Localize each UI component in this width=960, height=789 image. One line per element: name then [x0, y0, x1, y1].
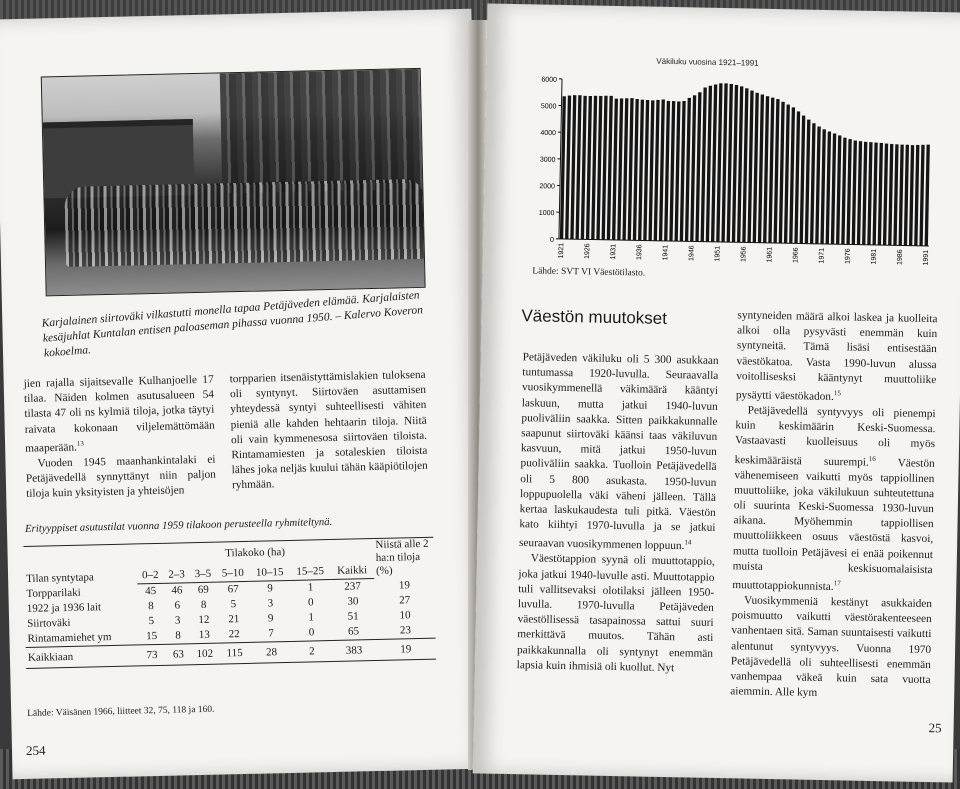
bar [732, 85, 738, 242]
bar [617, 98, 623, 240]
bar [695, 92, 701, 241]
left-text-column-1 [24, 373, 217, 503]
table-column-header: 3–5 [190, 566, 217, 583]
table-header-size: Tilakoko (ha) [136, 539, 373, 568]
table-cell: 0 [307, 596, 314, 609]
paragraph-text: Vuoden 1945 maanhankintalaki ei Petäjävedellä synnyttänyt niin paljon tiloja kuin yksityisten ja yhteisöjen [25, 453, 216, 501]
right-page [473, 3, 960, 782]
table-cell: 73 [139, 644, 166, 666]
left-page [0, 9, 489, 780]
bar [753, 93, 759, 243]
table-cell: 7 [268, 627, 274, 640]
y-tick-label: 4000 [540, 129, 557, 138]
bar [602, 96, 608, 240]
bar [763, 96, 769, 243]
bar [899, 145, 904, 246]
x-tick-label: 1966 [792, 247, 800, 264]
x-tick-label: 1976 [844, 248, 852, 265]
bar [836, 135, 841, 244]
right-text-column-1 [517, 350, 719, 677]
bar [779, 102, 785, 243]
bar [586, 96, 592, 240]
x-tick-label: 1956 [740, 246, 748, 263]
table-cell: 15 [146, 629, 158, 643]
table-cell: 19 [398, 578, 411, 592]
bar [659, 99, 665, 240]
table-cell: 5 [148, 615, 155, 628]
x-tick-label: 1926 [584, 243, 592, 260]
x-tick-label: 1946 [688, 245, 696, 262]
table-cell: 237 [344, 580, 361, 593]
bar [628, 98, 634, 240]
page-number-left: 254 [25, 742, 46, 758]
x-tick-label: 1931 [610, 243, 618, 260]
table-column-header: Kaikki [330, 562, 374, 579]
x-tick-label: 1961 [766, 246, 774, 263]
bar [747, 91, 753, 243]
x-tick-label: 1936 [636, 244, 644, 261]
table-cell: 9 [267, 612, 274, 625]
row-label: 1922 ja 1936 lait [26, 601, 102, 615]
bar [800, 116, 806, 244]
footnote-ref: 13 [76, 439, 84, 448]
bar [643, 100, 649, 241]
bar [706, 86, 712, 242]
bar [575, 95, 581, 239]
bar [904, 145, 909, 246]
table-header-origin: Tilan syntytapa [23, 544, 137, 586]
bar [857, 141, 862, 245]
bar [570, 95, 576, 239]
table-cell: 27 [399, 594, 411, 607]
table-cell: 3 [174, 614, 181, 627]
y-tick-label: 1000 [538, 209, 555, 218]
bar [878, 143, 883, 245]
bar [727, 84, 733, 242]
bar [664, 101, 670, 241]
x-tick-label: 1921 [558, 242, 566, 259]
table-caption: Erityyppiset asutustilat vuonna 1959 tilakoon perusteella ryhmiteltynä. [24, 515, 333, 535]
table-cell: 1 [308, 611, 315, 624]
table-cell: 9 [267, 582, 273, 595]
row-label: Rintamamiehet ym [27, 631, 112, 645]
bar [909, 145, 914, 246]
bar [815, 126, 821, 243]
table-cell: 23 [399, 624, 412, 637]
table-cell: 19 [376, 638, 436, 660]
bar [742, 88, 748, 242]
section-heading: Väestön muutokset [521, 306, 668, 328]
y-tick-label: 2000 [539, 183, 555, 191]
bar [810, 123, 816, 244]
table-column-header: 2–3 [163, 566, 190, 583]
bar [925, 145, 930, 246]
footnote-ref: 16 [868, 454, 876, 463]
chart-title: Väkiluku vuosina 1921–1991 [656, 56, 759, 68]
bar [633, 99, 639, 240]
bar [721, 83, 727, 242]
table-cell: 1 [307, 581, 314, 594]
table-cell: 10 [399, 609, 411, 622]
bar [701, 87, 707, 241]
footnote-ref: 17 [833, 579, 841, 588]
table-cell: 63 [165, 643, 192, 665]
bar [596, 96, 602, 240]
table-cell: 3 [267, 597, 274, 610]
table-cell: 46 [171, 584, 183, 597]
bar [919, 145, 924, 246]
paragraph-text: Vuosikymmeniä kestänyt asukkaiden poismuutto vaikutti väestörakenteeseen vanhentaen sitä. Saman suuntaisesti vaikutti alentunut syntyvyys. Vuonna 1970 Petäjävedellä oli suhteellisesti enemmän vanhempaa väkeä kuin sata vuotta aiemmin. Alle kym [730, 594, 933, 700]
right-text-column-2 [730, 308, 937, 703]
x-tick-label: 1981 [870, 248, 878, 265]
bar [805, 120, 811, 244]
row-label: Siirtoväki [27, 616, 71, 630]
paragraph-text: Väestön vähenemiseen vaikutti myös tappiollinen muuttoliike, joka väkilukuun suhteutettuna oli suurinta Keski-Suomessa 1930-luvun aikana. Myöhemmin tappiollisen muuttoliikkeen osuus väestöstä kasvoi, mutta tuolloin Petäjävesi ei enää poikennut muista keskisuomalaisista muuttotappiokunnista. [732, 456, 935, 593]
table-cell: 13 [198, 628, 210, 642]
table-cell: 30 [347, 595, 359, 608]
x-tick-label: 1991 [922, 249, 931, 266]
bar [794, 111, 800, 243]
bar [784, 105, 790, 244]
bar [680, 101, 686, 241]
bar [622, 98, 628, 240]
bar [768, 98, 774, 243]
bar [674, 101, 680, 241]
table-cell: 45 [145, 584, 157, 598]
table-cell: 67 [227, 583, 239, 596]
bar [826, 131, 831, 244]
table-cell: 21 [228, 613, 240, 626]
table-cell: 12 [198, 613, 210, 627]
bar [841, 138, 846, 245]
bar [846, 139, 851, 244]
page-number-right: 25 [928, 720, 942, 736]
bar [888, 144, 893, 245]
table-cell: 2 [291, 640, 332, 662]
row-label: Kaikkiaan [26, 644, 139, 668]
table-column-header: 0–2 [137, 567, 164, 584]
x-tick-label: 1986 [896, 249, 904, 266]
table-cell: 0 [308, 626, 315, 639]
paragraph-text: Väestötappion syynä oli muuttotappio, joka jatkui 1940-luvulle asti. Muuttotappio tuli vallitsevaksi olotilaksi jälleen 1950-luvulla. 1970-luvulla Petäjäveden väestöllisessä tasapainossa sattui suuri merkittävä muutos. Tähän asti paikkakunnalla oli syntynyt enemmän lapsia kuin ihmisiä oli kuollut. Nyt [516, 552, 715, 674]
table-cell: 5 [230, 598, 237, 611]
left-text-column-2 [230, 368, 429, 494]
y-tick-label: 0 [549, 236, 554, 244]
bar [711, 84, 717, 241]
bar [685, 98, 691, 242]
bar [872, 143, 877, 245]
table-column-header: 5–10 [216, 565, 250, 582]
table-column-header: 15–25 [290, 563, 331, 580]
bar [831, 133, 836, 244]
bar [648, 100, 654, 240]
table-cell: 115 [218, 642, 252, 664]
table-source: Lähde: Väisänen 1966, liitteet 32, 75, 118 ja 160. [27, 704, 215, 719]
bar [607, 96, 613, 240]
chart-source: Lähde: SVT VI Väestötilasto. [532, 266, 646, 279]
population-bar-chart [526, 64, 950, 272]
bar [867, 142, 872, 245]
group-photo [41, 68, 426, 297]
paragraph-text: torpparien itsenäistyttämislakien tuloksena oli syntynyt. Siirtoväen asuttamisen yhteydessä syntyi suhteellisesti vähiten pieniä alle kahden hehtaarin tiloja. Niitä oli vain kymmenesosa siirtoväen tiloista. Rintamamiesten ja sotaleskien tiloista lähes joka neljäs kuului tähän kääpiötilojen ryhmään. [229, 368, 428, 492]
bar [581, 96, 587, 240]
bar [654, 100, 660, 241]
bar [716, 83, 722, 242]
y-tick-label: 6000 [541, 76, 558, 84]
table-cell: 8 [200, 598, 207, 611]
x-tick-label: 1951 [714, 245, 722, 262]
bar [789, 107, 795, 243]
paragraph-text: jien rajalla sijaitsevalle Kulhanjoelle 17 tilaa. Näiden kolmen asutusalueen 54 tilasta 47 oli ns kylmiä tiloja, jotka täytyi raivata kokonaan viljelemättömään maaperään. [23, 373, 215, 455]
bar [893, 144, 898, 245]
table-cell: 6 [174, 599, 181, 612]
table-cell: 65 [347, 625, 360, 638]
table-cell: 22 [228, 628, 240, 641]
table-cell: 69 [197, 583, 209, 597]
table-cell: 102 [191, 643, 218, 665]
footnote-ref: 14 [684, 538, 692, 547]
bar [690, 95, 696, 241]
bar [883, 144, 888, 246]
table-header-share: Niistä alle 2 ha:n tiloja (%) [373, 537, 434, 578]
bar [852, 141, 857, 245]
bar [638, 100, 644, 241]
bar [565, 96, 571, 240]
table-cell: 28 [251, 641, 292, 663]
footnote-ref: 15 [833, 389, 841, 398]
bar [820, 129, 826, 244]
settlement-table [23, 537, 436, 669]
row-label: Torpparilaki [26, 586, 81, 600]
x-tick-label: 1971 [818, 247, 826, 264]
bar [737, 86, 743, 242]
paragraph-text: Petäjävedellä syntyvyys oli pienempi kuin keskimäärin Keski-Suomessa. Vastaavasti kuolleisuus oli myös keskimääräistä suurempi. [734, 404, 936, 469]
photo-caption: Karjalainen siirtoväki vilkastutti monella tapaa Petäjäveden elämää. Karjalaisten kesäjuhlat Kuntalan entisen paloaseman pihassa vuonna 1950. – Kalervo Koveron kokoelma. [41, 289, 424, 360]
table-cell: 8 [175, 629, 181, 642]
paragraph-text: Petäjäveden väkiluku oli 5 300 asukkaan tuntumassa 1920-luvulla. Seuraavalla vuosikymmenellä väkimäärä kääntyi laskuun, mutta jatkui 1940-luvun puoliväliin saakka. Sitten paikkakunnalle saapunut siirtoväki käänsi taas väkiluvun kasvuun, mitä jatkui 1950-luvun puoliväliin saakka. Tuolloin Petäjävedellä oli 5 800 asukasta. 1950-luvun loppupuolella väki väheni jälleen. Tällä kertaa laskukaudesta tuli pitkä. Väestön kato kiihtyi 1970-luvulla ja se jatkui seuraavan vuosikymmenen loppuun. [518, 351, 719, 553]
bar [914, 145, 919, 246]
table-column-header: 10–15 [249, 564, 290, 581]
bar [862, 142, 867, 245]
bar [612, 99, 618, 240]
x-tick-label: 1941 [662, 244, 670, 261]
bar [591, 96, 597, 240]
bar [669, 101, 675, 241]
table-cell: 51 [347, 610, 359, 623]
table-cell: 383 [332, 639, 376, 661]
y-tick-label: 5000 [540, 103, 557, 111]
table-cell: 8 [148, 600, 154, 613]
y-tick-label: 3000 [539, 156, 556, 164]
bar [773, 99, 779, 243]
paragraph-text: syntyneiden määrä alkoi laskea ja kuolleita alkoi olla pysyvästi enemmän kuin syntyneitä. Tämä lisäsi entisestään väestökatoa. Vasta 1990-luvun alussa voitollisesksi kääntynyt muuttoliike pysäytti väestökadon. [735, 309, 938, 403]
bar [758, 94, 764, 242]
